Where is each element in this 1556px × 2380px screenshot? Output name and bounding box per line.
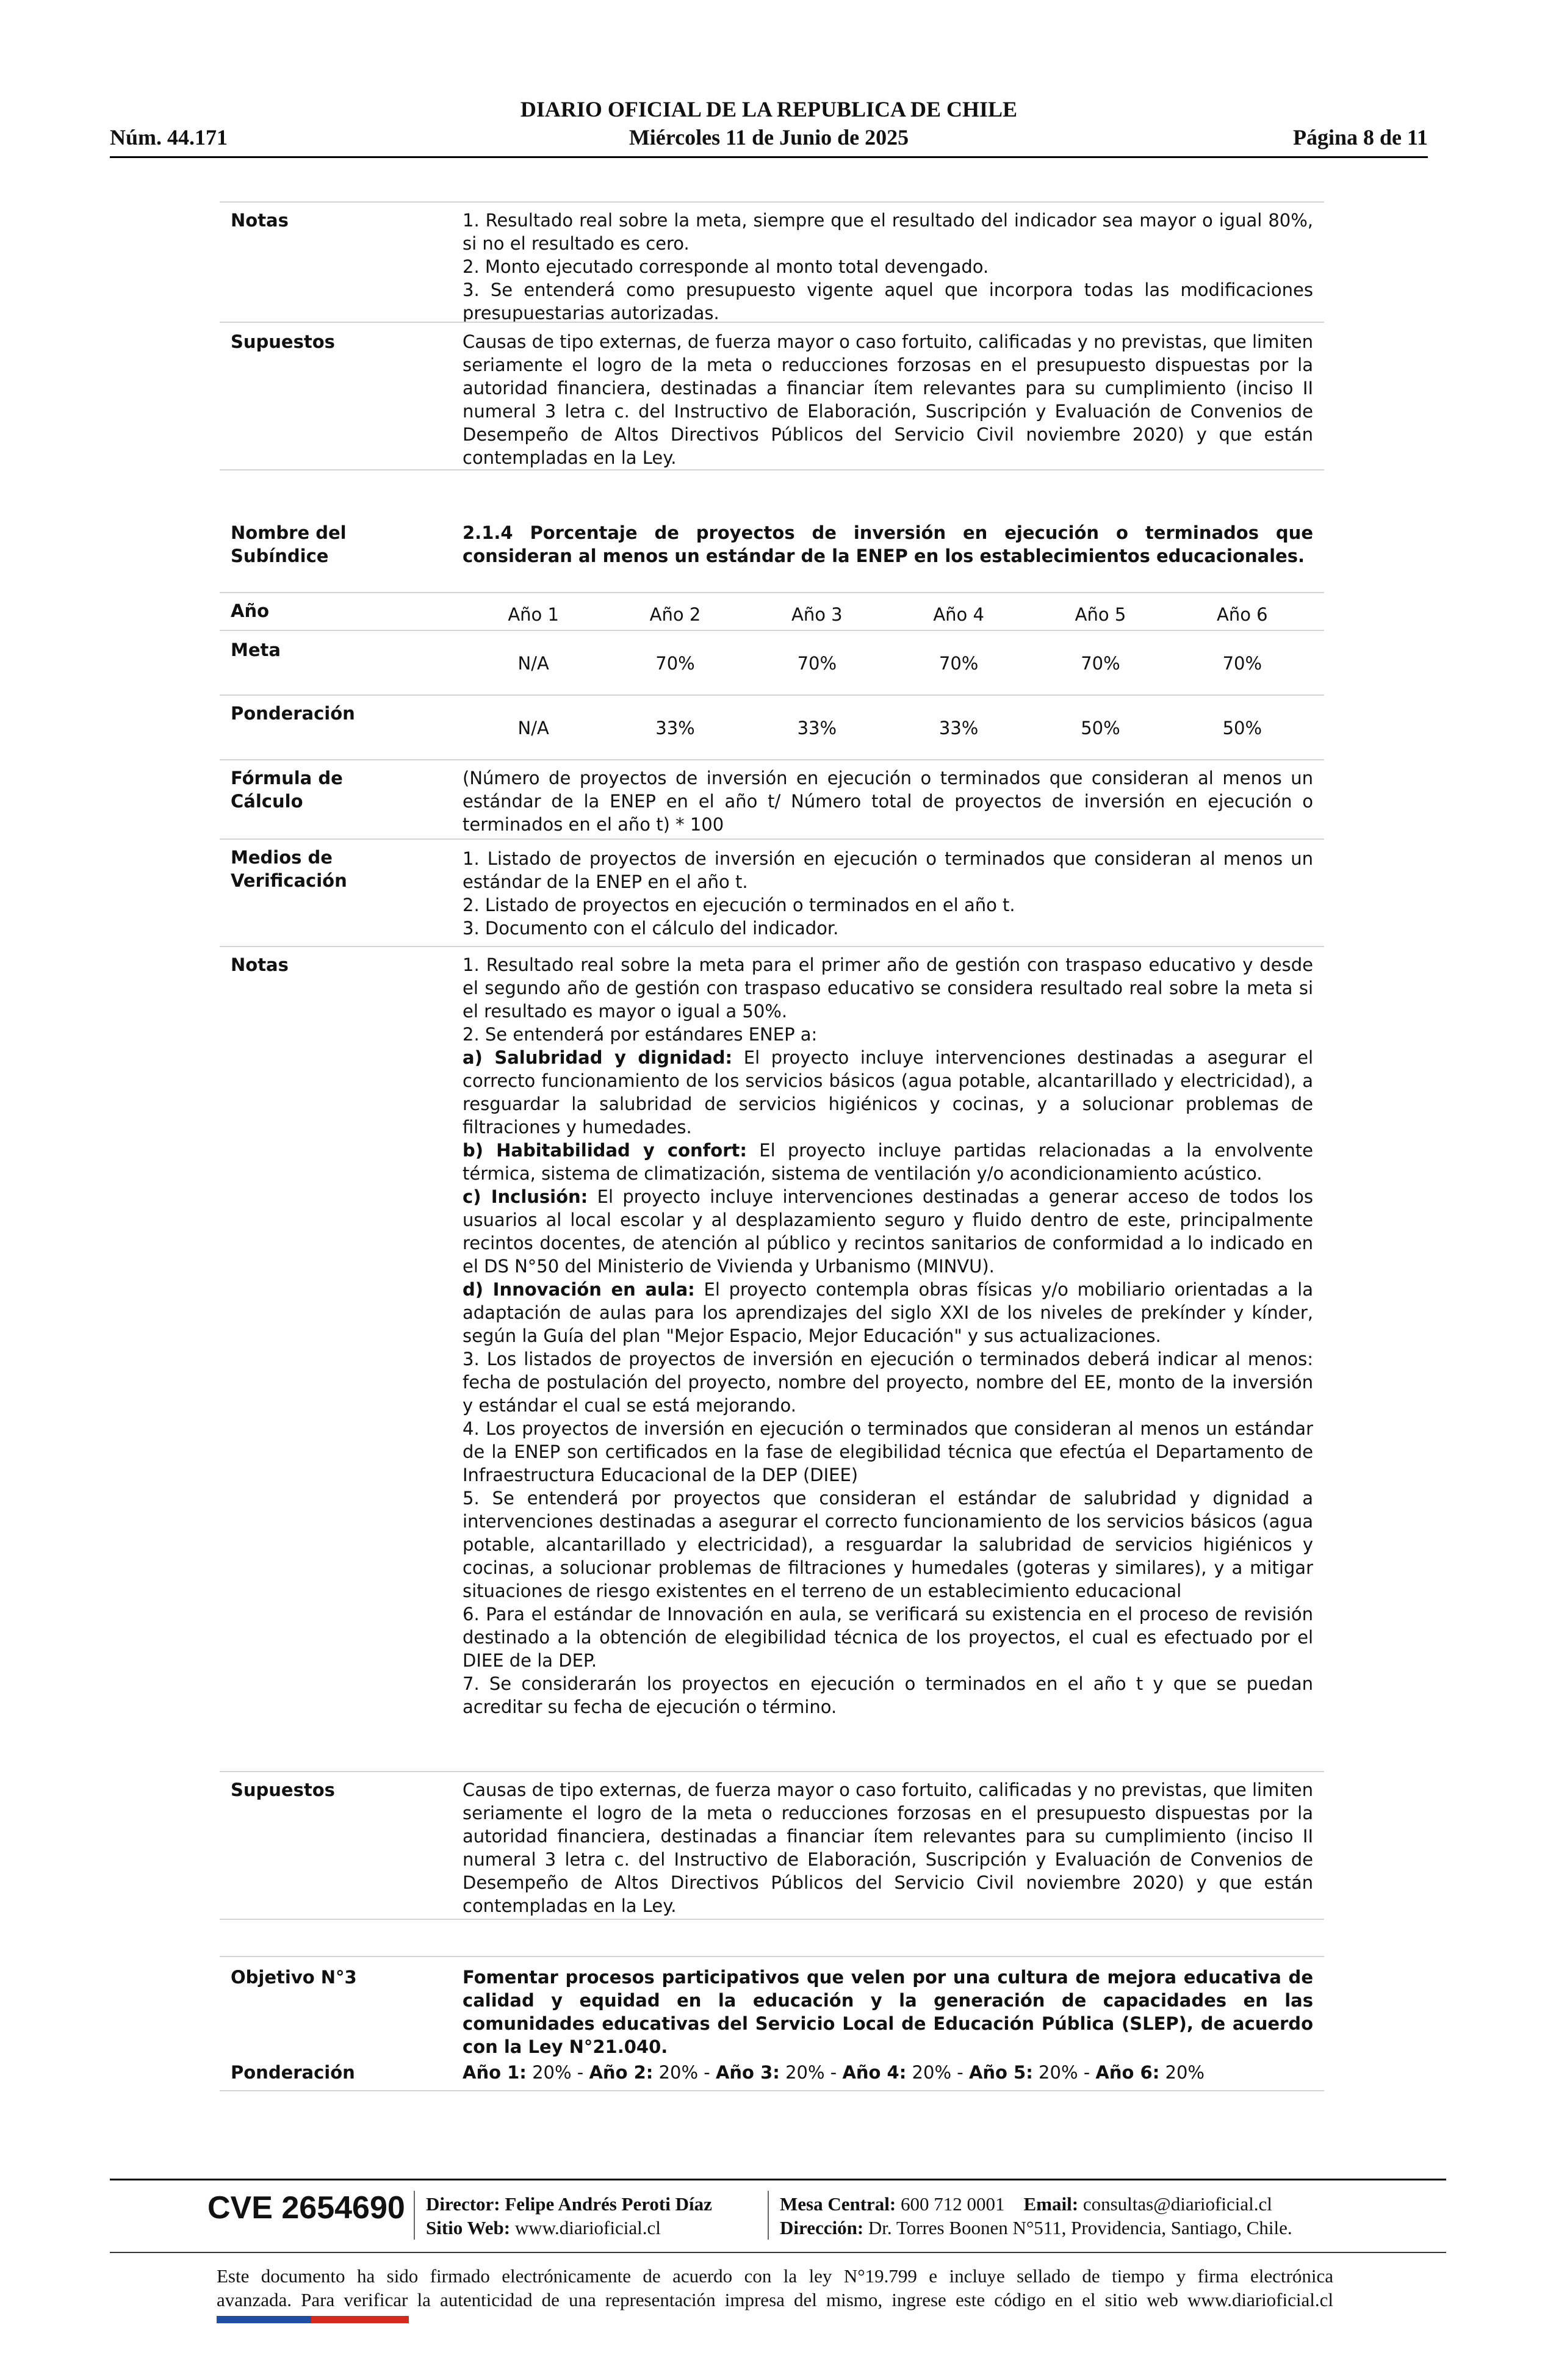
ponderacion-row [220,694,1324,759]
nombre-row [220,514,1324,592]
formula-label: Fórmula de Cálculo [231,768,343,812]
estandar-a: a) Salubridad y dignidad: El proyecto incluye intervenciones destinadas a asegurar el correcto funcionamiento de los servicios básicos (agua potable, alcantarillado y electricidad), a resguardar la salubridad de servicios higiénicos y cocinas, y a solucionar problemas de filtraciones y humedades. [463,1047,1314,1138]
ponderacion-label: Ponderación [231,2062,355,2083]
nota-1: 1. Resultado real sobre la meta, siempre que el resultado del indicador sea mayor o igual 80%, si no el resultado es cero. [463,210,1313,254]
ponderacion-cell: 33% [938,718,979,738]
nombre-label: Nombre del Subíndice [231,522,347,566]
issue-number: Núm. 44.171 [110,125,228,150]
objetivo-row [220,1956,1324,2061]
meta-cell: 70% [1222,653,1262,674]
flag-stripe-red [311,2316,409,2323]
meta-row [220,630,1324,694]
medio-3: 3. Documento con el cálculo del indicador. [463,918,839,939]
year-cell: Año 2 [649,604,701,625]
nota-2: 2. Se entenderá por estándares ENEP a: [463,1024,818,1045]
anio-row [220,592,1324,630]
year-cell: Año 1 [508,604,559,625]
nota-6: 6. Para el estándar de Innovación en aula, se verificará su existencia en el proceso de revisión destinado a la obtención de elegibilidad técnica de los proyectos, el cual es efectuado por el DIEE de la DEP. [463,1604,1313,1671]
ponderacion-values: Año 1: 20% - Año 2: 20% - Año 3: 20% - Año 4: 20% - Año 5: 20% - Año 6: 20% [463,2062,1205,2083]
notas-label: Notas [231,954,289,975]
website-link[interactable]: www.diarioficial.cl [510,2217,661,2238]
supuestos-text: Causas de tipo externas, de fuerza mayor o caso fortuito, calificadas y no previstas, que limiten seriamente el logro de la meta o reducciones forzosas en el presupuesto dispuestas por la autoridad financiera, destinadas a financiar ítem relevantes para su cumplimiento (inciso II numeral 3 letra c. del Instructivo de Elaboración, Suscripción y Evaluación de Convenios de Desempeño de Altos Directivos Públicos del Servicio Civil noviembre 2020) y que están contempladas en la Ley. [463,1780,1313,1916]
ponderacion-cell: 50% [1081,718,1120,738]
meta-cell: 70% [655,653,695,674]
header-divider [110,156,1428,158]
notas-row [220,201,1324,322]
year-cell: Año 6 [1216,604,1268,625]
supuestos-label: Supuestos [231,1780,335,1800]
estandar-d: d) Innovación en aula: El proyecto contempla obras físicas y/o mobiliario orientadas a la adaptación de aulas para los aprendizajes del siglo XXI de los niveles de prekínder y kínder, según la Guía del plan "Mejor Espacio, Mejor Educación" y sus actualizaciones. [463,1279,1313,1346]
formula-text: (Número de proyectos de inversión en ejecución o terminados que consideran al menos un estándar de la ENEP en el año t/ Número total de proyectos de inversión en ejecución o terminados en el año t) * 100 [463,768,1313,835]
estandar-b: b) Habitabilidad y confort: El proyecto incluye partidas relacionadas a la envolvente térmica, sistema de climatización, sistema de ventilación y/o acondicionamiento acústico. [463,1140,1313,1184]
page-header [110,92,1428,159]
medio-1: 1. Listado de proyectos de inversión en ejecución o terminados que consideran al menos un estándar de la ENEP en el año t. [463,848,1313,892]
nota-1: 1. Resultado real sobre la meta para el primer año de gestión con traspaso educativo y desde el segundo año de gestión con traspaso educativo se considera resultado real sobre la meta si el resultado es mayor o igual a 50%. [463,954,1313,1022]
indicator-table-continued [220,201,1324,471]
nota-4: 4. Los proyectos de inversión en ejecución o terminados que consideran al menos un estándar de la ENEP son certificados en la fase de elegibilidad técnica que efectúa el Departamento de Infraestructura Educacional de la DEP (DIEE) [463,1418,1313,1485]
year-cell: Año 4 [933,604,984,625]
objetivo-text: Fomentar procesos participativos que velen por una cultura de mejora educativa de calidad y equidad en la educación y la generación de capacidades en las comunidades educativas del Servicio Local de Educación Pública (SLEP), de acuerdo con la Ley N°21.040. [463,1967,1313,2057]
flag-stripe-blue [217,2316,311,2323]
supuestos-text: Causas de tipo externas, de fuerza mayor o caso fortuito, calificadas y no previstas, que limiten seriamente el logro de la meta o reducciones forzosas en el presupuesto dispuestas por la autoridad financiera, destinadas a financiar ítem relevantes para su cumplimiento (inciso II numeral 3 letra c. del Instructivo de Elaboración, Suscripción y Evaluación de Convenios de Desempeño de Altos Directivos Públicos del Servicio Civil noviembre 2020) y que están contempladas en la Ley. [463,331,1313,468]
supuestos-label: Supuestos [231,331,335,352]
anio-label: Año [231,600,270,621]
ponderacion-row [220,2061,1324,2091]
formula-row [220,759,1324,838]
footer-divider [110,2179,1446,2180]
nota-3: 3. Los listados de proyectos de inversión en ejecución o terminados deberá indicar al menos: fecha de postulación del proyecto, nombre del proyecto, nombre del EE, monto de la inversión y estándar el cual se está mejorando. [463,1349,1313,1416]
email-link[interactable]: consultas@diarioficial.cl [1078,2193,1272,2215]
medios-label: Medios de Verificación [231,847,347,891]
footer-separator [768,2191,769,2240]
signature-notice: Este documento ha sido firmado electrónicamente de acuerdo con la ley N°19.799 e incluye sellado de tiempo y firma electrónica avanzada. Para verificar la autenticidad de una representación impresa del mismo, ingrese este código en el sitio web www.diarioficial.cl [217,2265,1333,2310]
ponderacion-cell: 33% [797,718,837,738]
ponderacion-cell: 50% [1222,718,1262,738]
medios-row [220,838,1324,946]
page-number: Página 8 de 11 [1292,125,1428,150]
meta-cell: N/A [517,653,549,674]
ponderacion-cell: 33% [655,718,695,738]
meta-label: Meta [231,640,281,660]
nota-7: 7. Se considerarán los proyectos en ejecución o terminados en el año t y que se puedan acreditar su fecha de ejecución o término. [463,1673,1313,1717]
footer-separator [414,2191,415,2240]
supuestos-row [220,322,1324,471]
subindice-name: 2.1.4 Porcentaje de proyectos de inversión en ejecución o terminados que consideran al menos un estándar de la ENEP en los establecimientos educacionales. [463,522,1313,566]
objetivo-table [220,1956,1324,2091]
issue-date: Miércoles 11 de Junio de 2025 [629,125,909,150]
cve-code: CVE 2654690 [207,2190,405,2226]
footer-contact-block: Mesa Central: 600 712 0001 Email: consultas@diarioficial.cl Dirección: Dr. Torres Boonen N°511, Providencia, Santiago, Chile. [780,2193,1292,2238]
nota-2: 2. Monto ejecutado corresponde al monto total devengado. [463,256,989,277]
footer-divider-thin [110,2252,1446,2253]
newspaper-title: DIARIO OFICIAL DE LA REPUBLICA DE CHILE [520,97,1018,121]
meta-cell: 70% [797,653,837,674]
year-cell: Año 3 [791,604,843,625]
supuestos-row [220,1771,1324,1920]
objetivo-label: Objetivo N°3 [231,1967,357,1988]
ponderacion-cell: N/A [517,718,549,738]
meta-cell: 70% [938,653,979,674]
medio-2: 2. Listado de proyectos en ejecución o terminados en el año t. [463,895,1015,915]
year-cell: Año 5 [1075,604,1126,625]
subindice-table [220,514,1324,1920]
nota-3: 3. Se entenderá como presupuesto vigente aquel que incorpora todas las modificaciones presupuestarias autorizadas. [463,279,1313,323]
notas-label: Notas [231,210,289,231]
nota-5: 5. Se entenderá por proyectos que consideran el estándar de salubridad y dignidad a intervenciones destinadas a asegurar el correcto funcionamiento de los servicios básicos (agua potable, alcantarillado y electricidad), a resguardar la salubridad de servicios higiénicos y cocinas, a solucionar problemas de filtraciones y humedales (goteras y similares), y a mitigar situaciones de riesgo existentes en el terreno de un establecimiento educacional [463,1488,1313,1601]
meta-cell: 70% [1081,653,1120,674]
notas-row [220,946,1324,1771]
estandar-c: c) Inclusión: El proyecto incluye intervenciones destinadas a generar acceso de todos los usuarios al local escolar y al desplazamiento seguro y fluido dentro de este, principalmente recintos docentes, de atención al público y recintos sanitarios de conformidad a lo indicado en el DS N°50 del Ministerio de Vivienda y Urbanismo (MINVU). [463,1186,1314,1277]
footer-director-block: Director: Felipe Andrés Peroti Díaz Sitio Web: www.diarioficial.cl [426,2193,712,2238]
ponderacion-label: Ponderación [231,703,355,724]
